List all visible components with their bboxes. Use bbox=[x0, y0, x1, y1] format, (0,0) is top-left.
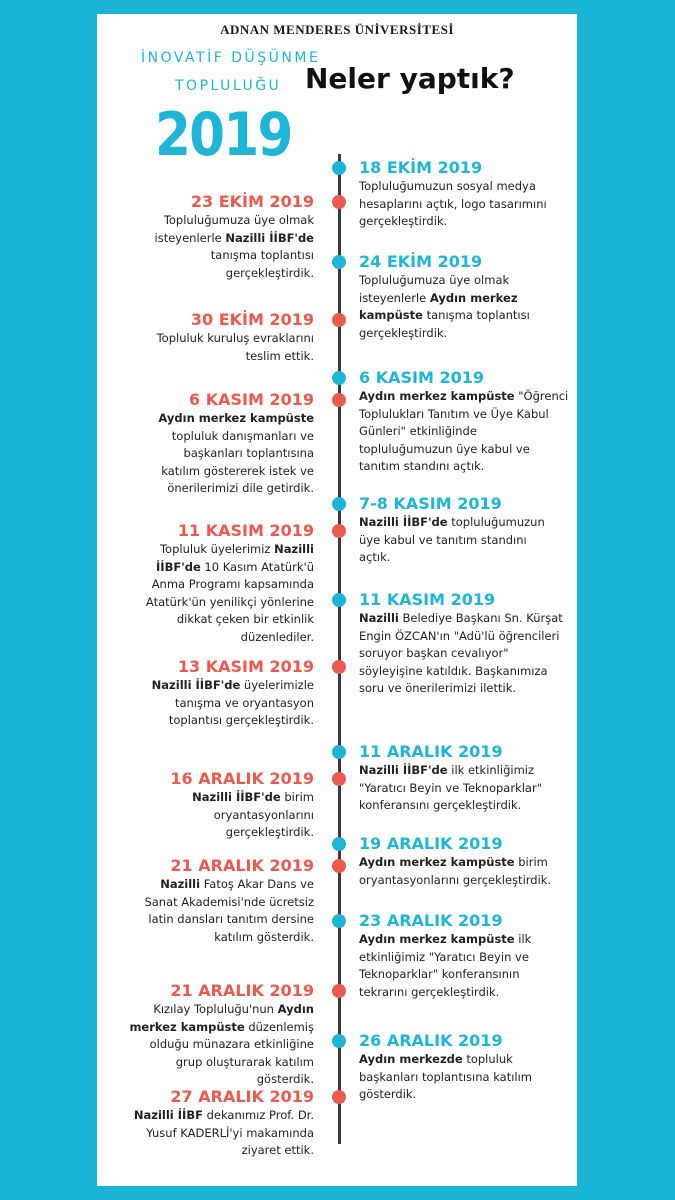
event-description bbox=[359, 762, 564, 815]
event-text: Belediye Başkanı Sn. Kürşat Engin ÖZCAN'ın "Adü'lü öğrencileri soruyor başkan cevalıyor" söyleyişine katıldık. Başkanımıza soru ve önerilerimizi ilettik. bbox=[359, 611, 563, 695]
event-text: dekanımız Prof. Dr. Yusuf KADERLİ'yi makamında ziyaret ettik. bbox=[146, 1108, 314, 1157]
event-text-bold: Aydın merkez kampüste bbox=[359, 389, 515, 403]
event-text-bold: Nazilli İİBF'de bbox=[359, 763, 448, 777]
timeline-dot bbox=[332, 161, 346, 175]
event-date: 16 ARALIK 2019 bbox=[170, 769, 314, 788]
timeline-dot bbox=[332, 772, 346, 786]
timeline-event bbox=[359, 590, 564, 698]
event-date: 27 ARALIK 2019 bbox=[170, 1087, 314, 1106]
timeline-event bbox=[359, 911, 554, 1001]
headline: Neler yaptık? bbox=[305, 62, 515, 95]
event-text: Kızılay Topluluğu'nun bbox=[153, 1002, 278, 1016]
event-text-bold: Aydın merkez kampüste bbox=[359, 290, 518, 322]
event-description bbox=[139, 677, 314, 730]
event-date: 19 ARALIK 2019 bbox=[359, 834, 503, 853]
event-date: 26 ARALIK 2019 bbox=[359, 1031, 503, 1050]
event-date: 6 KASIM 2019 bbox=[359, 368, 484, 387]
timeline-event bbox=[359, 1031, 539, 1104]
event-description bbox=[129, 1001, 314, 1089]
event-text: topluluk danışmanları ve başkanları toplantısına katılım göstererek istek ve önerilerimizi dile getirdik. bbox=[161, 428, 314, 495]
timeline-event bbox=[359, 742, 564, 815]
event-date: 24 EKİM 2019 bbox=[359, 252, 483, 271]
event-text-bold: Nazilli bbox=[359, 611, 399, 625]
timeline-dot bbox=[332, 524, 346, 538]
timeline-event bbox=[129, 856, 314, 946]
event-date: 7-8 KASIM 2019 bbox=[359, 494, 502, 513]
event-text-bold: Nazilli İİBF'de bbox=[192, 790, 281, 804]
event-text-bold: Nazilli İİBF bbox=[133, 1108, 203, 1122]
timeline-event bbox=[359, 834, 569, 889]
timeline-event bbox=[134, 310, 314, 365]
event-description bbox=[359, 388, 569, 476]
event-text-bold: Aydın merkez kampüste bbox=[359, 855, 515, 869]
timeline-event bbox=[149, 192, 314, 282]
event-description bbox=[139, 541, 314, 646]
event-description bbox=[359, 514, 554, 567]
timeline-event bbox=[144, 390, 314, 498]
event-description bbox=[144, 410, 314, 498]
timeline-dot bbox=[332, 914, 346, 928]
timeline-event bbox=[134, 769, 314, 842]
event-text: topluluk başkanları toplantısına katılım gösterdik. bbox=[359, 1052, 533, 1101]
event-date: 18 EKİM 2019 bbox=[359, 158, 483, 177]
event-text: birim oryantasyonlarını gerçekleştirdik. bbox=[213, 790, 314, 839]
event-text: 10 Kasım Atatürk'ü Anma Programı kapsamında Atatürk'ün yenilikçi yönlerine dikkat çeken bir etkinlik düzenlediler. bbox=[145, 559, 314, 644]
timeline-dot bbox=[332, 837, 346, 851]
event-description bbox=[359, 931, 554, 1001]
event-text: topluluğumuzun üye kabul ve tanıtım standını açtık. bbox=[359, 515, 545, 564]
timeline-event bbox=[139, 521, 314, 646]
university-name: ADNAN MENDERES ÜNİVERSİTESİ bbox=[220, 22, 454, 37]
event-date: 21 ARALIK 2019 bbox=[170, 981, 314, 1000]
event-description bbox=[359, 272, 544, 342]
event-text: ilk etkinliğimiz "Yaratıcı Beyin ve Teknoparklar" konferansının tekrarını gerçekleştirdik. bbox=[359, 932, 532, 999]
timeline-event bbox=[139, 657, 314, 730]
event-date: 13 KASIM 2019 bbox=[177, 657, 314, 676]
event-description bbox=[359, 610, 564, 698]
event-date: 23 EKİM 2019 bbox=[190, 192, 314, 211]
timeline-dot bbox=[332, 393, 346, 407]
event-text: düzenlemiş olduğu münazara etkinliğine grup oluşturarak katılım gösterdik. bbox=[149, 1019, 314, 1086]
event-text: Topluluk kuruluş evraklarını teslim ettik. bbox=[156, 331, 314, 363]
timeline-dot bbox=[332, 859, 346, 873]
event-text: tanışma toplantısı gerçekleştirdik. bbox=[210, 248, 314, 280]
event-description bbox=[129, 876, 314, 946]
timeline-dot bbox=[332, 1034, 346, 1048]
timeline-event bbox=[359, 252, 544, 342]
timeline-event bbox=[359, 368, 569, 476]
event-date: 11 KASIM 2019 bbox=[177, 521, 314, 540]
year-title: 2019 bbox=[155, 100, 292, 170]
club-name-line2: TOPLULUĞU bbox=[175, 78, 282, 94]
event-date: 23 ARALIK 2019 bbox=[359, 911, 503, 930]
event-date: 30 EKİM 2019 bbox=[190, 310, 314, 329]
infographic-card bbox=[97, 14, 577, 1186]
event-text: ilk etkinliğimiz "Yaratıcı Beyin ve Teknoparklar" konferansını gerçekleştirdik. bbox=[359, 763, 543, 812]
event-date: 6 KASIM 2019 bbox=[189, 390, 314, 409]
timeline-dot bbox=[332, 313, 346, 327]
event-text: Topluluğumuzun sosyal medya hesaplarını açtık, logo tasarımını gerçekleştirdik. bbox=[359, 179, 547, 228]
event-text-bold: Nazilli İİBF'de bbox=[359, 515, 448, 529]
event-text: Topluluğumuza üye olmak isteyenlerle bbox=[154, 213, 314, 245]
event-description bbox=[134, 330, 314, 365]
timeline-dot bbox=[332, 984, 346, 998]
timeline-dot bbox=[332, 660, 346, 674]
timeline-dot bbox=[332, 255, 346, 269]
event-text-bold: Aydın merkez kampüste bbox=[359, 932, 515, 946]
event-description bbox=[119, 1107, 314, 1160]
event-description bbox=[149, 212, 314, 282]
event-text: Topluluğumuza üye olmak isteyenlerle bbox=[359, 273, 510, 305]
timeline-event bbox=[129, 981, 314, 1089]
event-text-bold: Aydın merkezde bbox=[359, 1052, 463, 1066]
timeline-event bbox=[119, 1087, 314, 1160]
event-text-bold: Nazilli İİBF'de bbox=[225, 230, 314, 245]
event-text-bold: Nazilli İİBF'de bbox=[156, 542, 314, 574]
event-text: Fatoş Akar Dans ve Sanat Akademisi'nde ücretsiz latin dansları tanıtım dersine katılım gösterdik. bbox=[144, 877, 314, 944]
event-text: birim oryantasyonlarını gerçekleştirdik. bbox=[359, 855, 552, 887]
event-text-bold: Nazilli bbox=[160, 877, 201, 891]
timeline-dot bbox=[332, 593, 346, 607]
event-description bbox=[359, 854, 569, 889]
event-description bbox=[359, 178, 564, 231]
timeline-dot bbox=[332, 745, 346, 759]
event-date: 11 ARALIK 2019 bbox=[359, 742, 503, 761]
timeline-dot bbox=[332, 497, 346, 511]
timeline-dot bbox=[332, 1090, 346, 1104]
event-text: üyelerimizle tanışma ve oryantasyon toplantısı gerçekleştirdik. bbox=[168, 678, 314, 727]
event-text: tanışma toplantısı gerçekleştirdik. bbox=[359, 308, 530, 340]
timeline-dot bbox=[332, 371, 346, 385]
event-date: 21 ARALIK 2019 bbox=[170, 856, 314, 875]
event-text-bold: Aydın merkez kampüste bbox=[158, 411, 314, 425]
event-text-bold: Aydın merkez kampüste bbox=[129, 1002, 314, 1034]
event-text-bold: Nazilli İİBF'de bbox=[151, 678, 241, 692]
event-text: "Öğrenci Toplulukları Tanıtım ve Üye Kabul Günleri" etkinliğinde topluluğumuzun üye kabul ve tanıtım standını açtık. bbox=[359, 389, 569, 473]
timeline-event bbox=[359, 158, 564, 231]
event-description bbox=[134, 789, 314, 842]
event-description bbox=[359, 1051, 539, 1104]
club-name-line1: İNOVATİF DÜŞÜNME bbox=[141, 50, 321, 66]
event-date: 11 KASIM 2019 bbox=[359, 590, 496, 609]
event-text: Topluluk üyelerimiz bbox=[159, 542, 275, 556]
timeline-event bbox=[359, 494, 554, 567]
timeline-dot bbox=[332, 195, 346, 209]
